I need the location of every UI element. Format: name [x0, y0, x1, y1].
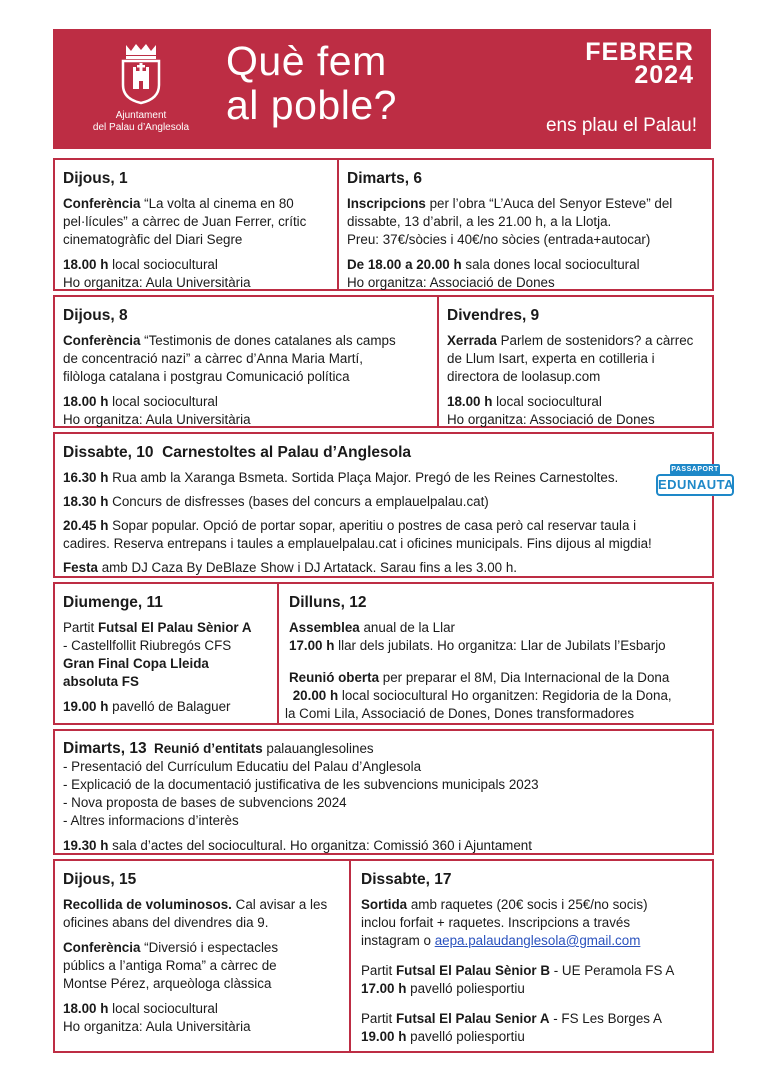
- event-type: Conferència: [63, 196, 141, 211]
- event-day: Dijous, 1: [63, 170, 128, 187]
- event-text: - UE Peramola FS A: [550, 963, 675, 978]
- event-venue: pavelló poliesportiu: [406, 981, 525, 996]
- event-text: cinematogràfic del Diari Segre: [63, 232, 243, 247]
- event-price: Preu: 37€/sòcies i 40€/no sòcies (entrada+autocar): [347, 232, 651, 247]
- event-time: 20.45 h: [63, 518, 109, 533]
- event-text: Partit: [361, 1011, 396, 1026]
- event-diumenge-11: [55, 584, 278, 723]
- event-venue: local sociocultural: [108, 1001, 218, 1016]
- event-type: Sortida: [361, 897, 408, 912]
- event-type: Reunió d’entitats: [154, 741, 263, 756]
- event-type: Xerrada: [447, 333, 497, 348]
- events-row-6: [53, 859, 714, 1053]
- event-day: Diumenge, 11: [63, 594, 163, 611]
- event-text: “La volta al cinema en 80: [140, 196, 294, 211]
- event-dimarts-13: [55, 731, 712, 853]
- event-time: 20.00 h: [292, 688, 339, 703]
- event-title: Gran Final Copa Lleida: [63, 656, 209, 671]
- event-venue: sala d’actes del sociocultural. Ho organitza: Comissió 360 i Ajuntament: [108, 838, 532, 853]
- event-text: Sopar popular. Opció de portar sopar, aperitiu o postres de casa però cal reservar taula i: [108, 518, 637, 533]
- event-time: 17.00 h: [361, 981, 407, 996]
- event-text: local sociocultural Ho organitzen: Regidoria de la Dona,: [338, 688, 672, 703]
- event-text: Concurs de disfresses (bases del concurs a emplauelpalau.cat): [108, 494, 489, 509]
- event-team: Futsal El Palau Sènior A: [97, 620, 252, 635]
- event-text: anual de la Llar: [359, 620, 456, 635]
- events-row-3: [53, 432, 714, 578]
- event-text: inclou forfait + raquetes. Inscripcions a través: [361, 915, 631, 930]
- event-venue: local sociocultural: [108, 257, 218, 272]
- event-day: Dissabte, 10: [63, 444, 154, 461]
- event-organizer: Ho organitza: Aula Universitària: [63, 275, 251, 290]
- event-title: absoluta FS: [63, 674, 139, 689]
- agenda-item: - Explicació de la documentació justificativa de les subvencions municipals 2023: [63, 777, 539, 792]
- badge-label-main: EDUNAUTA: [656, 474, 734, 496]
- event-text: llar dels jubilats. Ho organitza: Llar de Jubilats l’Esbarjo: [334, 638, 666, 653]
- event-text: palauanglesolines: [262, 741, 374, 756]
- event-day: Dilluns, 12: [289, 594, 367, 611]
- event-type: Inscripcions: [347, 196, 426, 211]
- month: FEBRER: [585, 38, 694, 66]
- edunauta-badge: [656, 464, 734, 498]
- event-time: 18.00 h: [63, 257, 109, 272]
- event-dilluns-12: [279, 584, 712, 723]
- event-time: 19.30 h: [63, 838, 109, 853]
- event-text: per preparar el 8M, Dia Internacional de la Dona: [379, 670, 670, 685]
- event-dimarts-6: [339, 160, 712, 289]
- event-dissabte-17: [351, 861, 712, 1051]
- title-line-2: al poble?: [226, 82, 397, 128]
- events-row-2: [53, 295, 714, 428]
- event-day: Dimarts, 13: [63, 740, 147, 757]
- event-organizer: Ho organitza: Associació de Dones: [447, 412, 655, 427]
- event-text: amb DJ Caza By DeBlaze Show i DJ Artatack. Sarau fins a les 3.00 h.: [97, 560, 518, 575]
- event-time: 18.30 h: [63, 494, 109, 509]
- event-dissabte-10: [55, 434, 712, 576]
- event-type: Conferència: [63, 333, 141, 348]
- event-venue: local sociocultural: [108, 394, 218, 409]
- agenda-item: - Presentació del Currículum Educatiu del Palau d’Anglesola: [63, 759, 422, 774]
- event-team: Futsal El Palau Sènior B: [395, 963, 551, 978]
- event-organizer: Ho organitza: Aula Universitària: [63, 412, 251, 427]
- event-time: 18.00 h: [63, 394, 109, 409]
- event-text: “Testimonis de dones catalanes als camps: [140, 333, 396, 348]
- event-day: Dijous, 8: [63, 307, 128, 324]
- event-divendres-9: [439, 297, 712, 426]
- event-text: Cal avisar a les: [231, 897, 328, 912]
- event-time: 17.00 h: [289, 638, 335, 653]
- event-text: pel·lícules” a càrrec de Juan Ferrer, crític: [63, 214, 307, 229]
- event-text: amb raquetes (20€ socis i 25€/no socis): [407, 897, 648, 912]
- event-text: per l’obra “L’Auca del Senyor Esteve” del: [425, 196, 673, 211]
- title-line-1: Què fem: [226, 38, 387, 84]
- event-time: 19.00 h: [63, 699, 109, 714]
- event-text: directora de loolasup.com: [447, 369, 601, 384]
- event-day: Divendres, 9: [447, 307, 540, 324]
- badge-label-top: PASSAPORT: [671, 466, 719, 473]
- event-title: Carnestoltes al Palau d’Anglesola: [162, 444, 412, 461]
- event-text: - Castellfollit Riubregós CFS: [63, 638, 232, 653]
- event-text: filòloga catalana i postgrau Comunicació política: [63, 369, 350, 384]
- events-row-1: [53, 158, 714, 291]
- event-text: Rua amb la Xaranga Bsmeta. Sortida Plaça Major. Pregó de les Reines Carnestoltes.: [108, 470, 619, 485]
- event-time: 18.00 h: [447, 394, 493, 409]
- event-organizer: la Comi Lila, Associació de Dones, Dones transformadores: [285, 706, 635, 721]
- event-dijous-8: [55, 297, 438, 426]
- event-text: dissabte, 13 d’abril, a les 21.00 h, a la Llotja.: [347, 214, 612, 229]
- event-time: 18.00 h: [63, 1001, 109, 1016]
- event-organizer: Ho organitza: Associació de Dones: [347, 275, 555, 290]
- events-row-5: [53, 729, 714, 855]
- event-day: Dijous, 15: [63, 871, 137, 888]
- event-day: Dimarts, 6: [347, 170, 422, 187]
- agenda-item: - Nova proposta de bases de subvencions 2024: [63, 795, 347, 810]
- coat-of-arms-icon: [118, 41, 164, 105]
- event-dijous-15: [55, 861, 350, 1051]
- event-time: De 18.00 a 20.00 h: [347, 257, 462, 272]
- events-row-4: [53, 582, 714, 725]
- event-text: oficines abans del divendres dia 9.: [63, 915, 269, 930]
- event-organizer: Ho organitza: Aula Universitària: [63, 1019, 251, 1034]
- agenda-item: - Altres informacions d’interès: [63, 813, 239, 828]
- event-text: cadires. Reserva entrepans i taules a emplauelpalau.cat i oficines municipals. Fins dijous al migdia!: [63, 536, 652, 551]
- event-team: Futsal El Palau Senior A: [395, 1011, 550, 1026]
- crest-caption: [81, 110, 201, 134]
- email-link[interactable]: aepa.palaudanglesola@gmail.com: [434, 933, 641, 948]
- event-text: “Diversió i espectacles: [140, 940, 279, 955]
- page-title: [226, 39, 397, 127]
- event-text: Partit: [361, 963, 396, 978]
- event-type: Reunió oberta: [289, 670, 380, 685]
- year: 2024: [634, 61, 694, 89]
- event-venue: pavelló de Balaguer: [108, 699, 231, 714]
- tagline: ens plau el Palau!: [545, 115, 697, 136]
- header-banner: [53, 29, 711, 149]
- month-label: [585, 38, 694, 89]
- event-time: 16.30 h: [63, 470, 109, 485]
- crest-line-1: Ajuntament: [115, 110, 167, 121]
- event-text: de Llum Isart, experta en cotilleria i: [447, 351, 655, 366]
- event-text: públics a l’antiga Roma” a càrrec de: [63, 958, 277, 973]
- event-type: Assemblea: [289, 620, 360, 635]
- event-type: Festa: [63, 560, 98, 575]
- event-venue: pavelló poliesportiu: [406, 1029, 525, 1044]
- event-text: Parlem de sostenidors? a càrrec: [496, 333, 694, 348]
- crest-line-2: del Palau d’Anglesola: [92, 122, 190, 133]
- event-type: Conferència: [63, 940, 141, 955]
- event-text: instagram o: [361, 933, 435, 948]
- event-day: Dissabte, 17: [361, 871, 452, 888]
- event-venue: local sociocultural: [492, 394, 602, 409]
- event-text: Montse Pérez, arqueòloga clàssica: [63, 976, 272, 991]
- event-text: Partit: [63, 620, 98, 635]
- municipal-crest: [81, 41, 201, 134]
- event-type: Recollida de voluminosos.: [63, 897, 232, 912]
- event-time: 19.00 h: [361, 1029, 407, 1044]
- event-venue: sala dones local sociocultural: [461, 257, 640, 272]
- event-dijous-1: [55, 160, 338, 289]
- event-text: de concentració nazi” a càrrec d’Anna Maria Martí,: [63, 351, 363, 366]
- event-text: - FS Les Borges A: [549, 1011, 662, 1026]
